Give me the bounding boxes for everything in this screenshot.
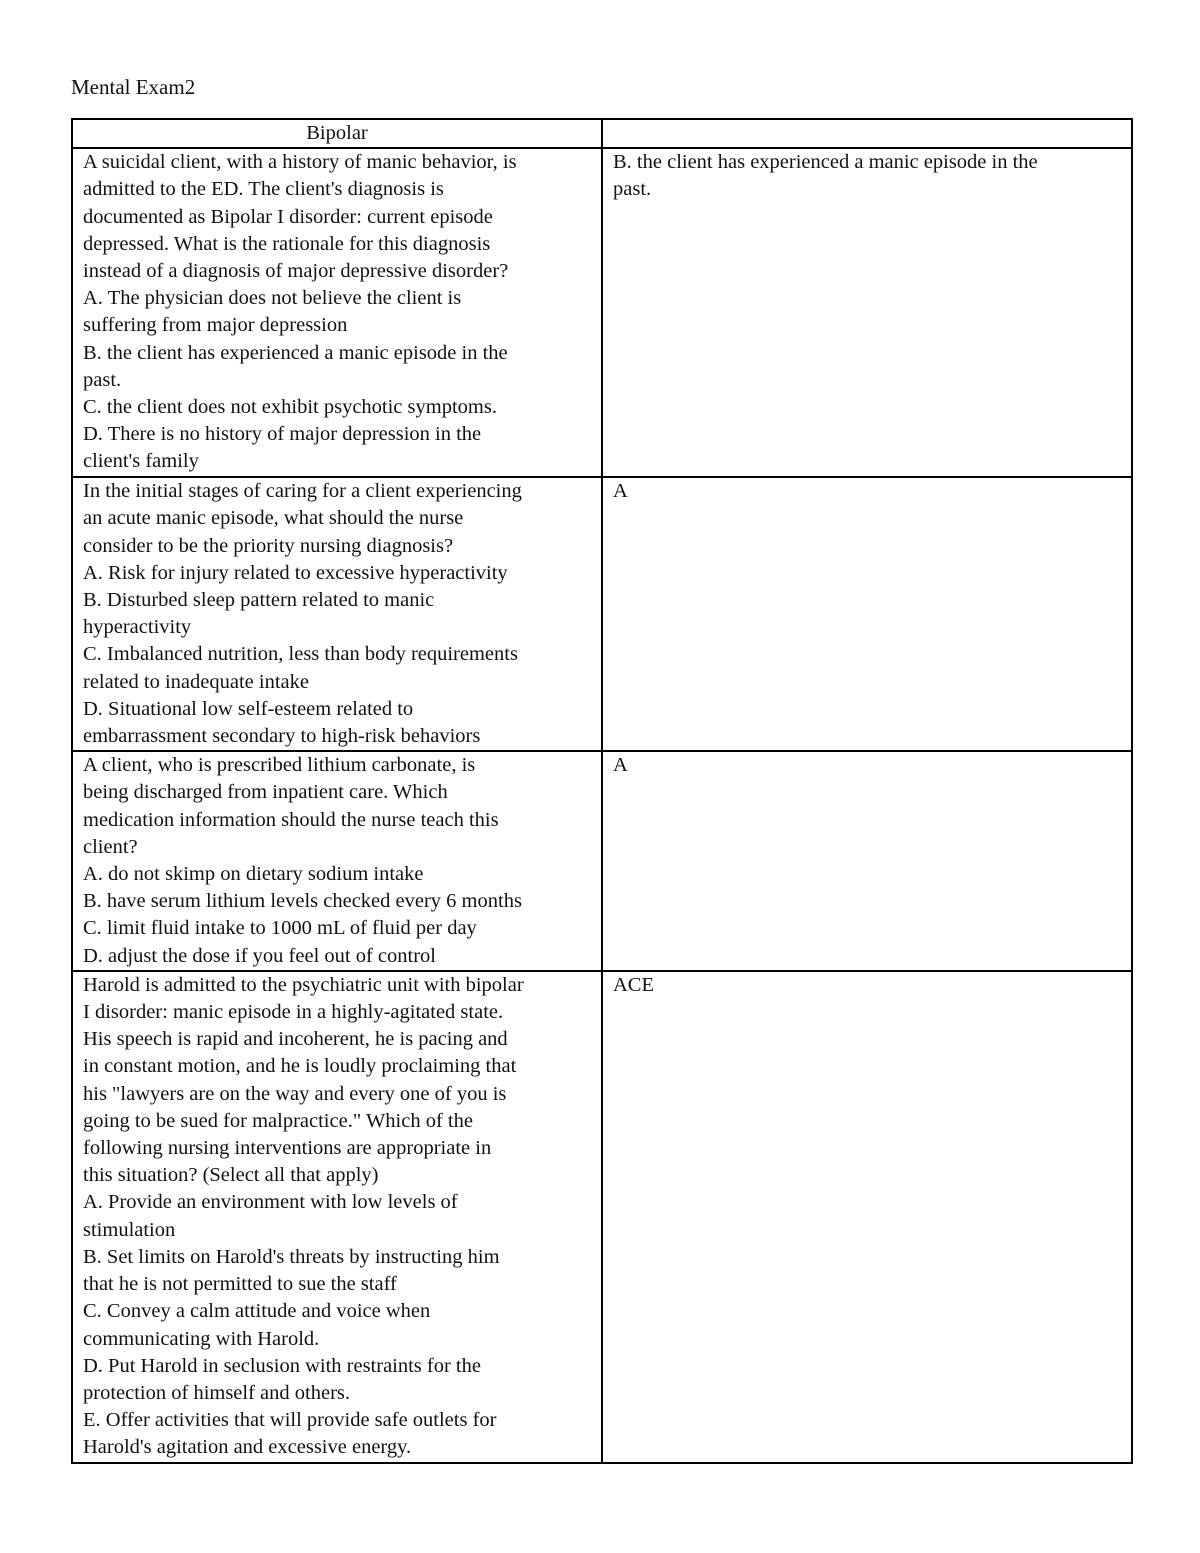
text-line: C. Convey a calm attitude and voice when [83, 1300, 431, 1323]
text-line: suffering from major depression [83, 314, 348, 337]
text-line: ACE [613, 973, 654, 996]
header-question-cell: Bipolar [72, 119, 602, 148]
text-line: D. Put Harold in seclusion with restraints for the [83, 1354, 481, 1377]
question-cell [72, 477, 602, 751]
text-line: B. the client has experienced a manic episode in the [83, 341, 508, 364]
question-cell [72, 971, 602, 1463]
text-line: Harold's agitation and excessive energy. [83, 1436, 412, 1459]
text-line: A suicidal client, with a history of manic behavior, is [83, 151, 517, 174]
text-line: C. limit fluid intake to 1000 mL of fluid per day [83, 917, 477, 940]
answer-cell [602, 971, 1132, 1463]
text-line: past. [83, 368, 122, 391]
answer-cell [602, 751, 1132, 971]
text-line: A. Risk for injury related to excessive hyperactivity [83, 561, 508, 584]
text-line: hyperactivity [83, 616, 192, 639]
text-line: related to inadequate intake [83, 670, 309, 693]
text-line: consider to be the priority nursing diagnosis? [83, 534, 454, 557]
text-line: embarrassment secondary to high-risk behaviors [83, 725, 481, 748]
text-line: A. Provide an environment with low levels of [83, 1191, 458, 1214]
text-line: going to be sued for malpractice." Which of the [83, 1109, 473, 1132]
text-line: A. The physician does not believe the client is [83, 287, 462, 310]
text-line: this situation? (Select all that apply) [83, 1164, 379, 1187]
text-line: B. the client has experienced a manic episode in the [613, 151, 1038, 174]
table-row [72, 477, 1132, 751]
text-line: admitted to the ED. The client's diagnosis is [83, 178, 444, 201]
text-line: medication information should the nurse teach this [83, 808, 499, 831]
text-line: following nursing interventions are appropriate in [83, 1137, 492, 1160]
text-line: A [613, 754, 628, 777]
text-line: C. the client does not exhibit psychotic symptoms. [83, 396, 497, 419]
text-line: communicating with Harold. [83, 1327, 320, 1350]
text-line: B. Set limits on Harold's threats by instructing him [83, 1245, 500, 1268]
question-cell [72, 148, 602, 477]
table-row [72, 148, 1132, 477]
text-line: past. [613, 178, 652, 201]
text-line: in constant motion, and he is loudly proclaiming that [83, 1055, 517, 1078]
text-line: Harold is admitted to the psychiatric unit with bipolar [83, 973, 524, 996]
text-line: protection of himself and others. [83, 1381, 351, 1404]
text-line: instead of a diagnosis of major depressive disorder? [83, 260, 509, 283]
text-line: D. Situational low self-esteem related to [83, 697, 414, 720]
question-cell [72, 751, 602, 971]
text-line: that he is not permitted to sue the staff [83, 1273, 397, 1296]
text-line: In the initial stages of caring for a client experiencing [83, 480, 522, 503]
text-line: A. do not skimp on dietary sodium intake [83, 863, 424, 886]
header-answer-cell [602, 119, 1132, 148]
text-line: B. have serum lithium levels checked every 6 months [83, 890, 522, 913]
text-line: E. Offer activities that will provide safe outlets for [83, 1409, 497, 1432]
text-line: his "lawyers are on the way and every one of you is [83, 1082, 507, 1105]
document-title: Mental Exam2 [71, 75, 196, 99]
text-line: His speech is rapid and incoherent, he is pacing and [83, 1028, 508, 1051]
text-line: A [613, 480, 628, 503]
text-line: client's family [83, 450, 199, 473]
text-line: B. Disturbed sleep pattern related to manic [83, 589, 435, 612]
text-line: an acute manic episode, what should the nurse [83, 507, 464, 530]
answer-cell [602, 148, 1132, 477]
text-line: C. Imbalanced nutrition, less than body requirements [83, 643, 518, 666]
text-line: depressed. What is the rationale for this diagnosis [83, 232, 491, 255]
qa-table [71, 118, 1133, 1464]
text-line: stimulation [83, 1218, 176, 1241]
text-line: I disorder: manic episode in a highly-agitated state. [83, 1001, 504, 1024]
table-row [72, 751, 1132, 971]
text-line: D. There is no history of major depression in the [83, 423, 482, 446]
text-line: documented as Bipolar I disorder: current episode [83, 205, 493, 228]
table-header-row [72, 119, 1132, 148]
text-line: client? [83, 835, 138, 858]
table-row [72, 971, 1132, 1463]
text-line: being discharged from inpatient care. Which [83, 781, 448, 804]
text-line: A client, who is prescribed lithium carbonate, is [83, 754, 476, 777]
text-line: D. adjust the dose if you feel out of control [83, 944, 436, 967]
answer-cell [602, 477, 1132, 751]
